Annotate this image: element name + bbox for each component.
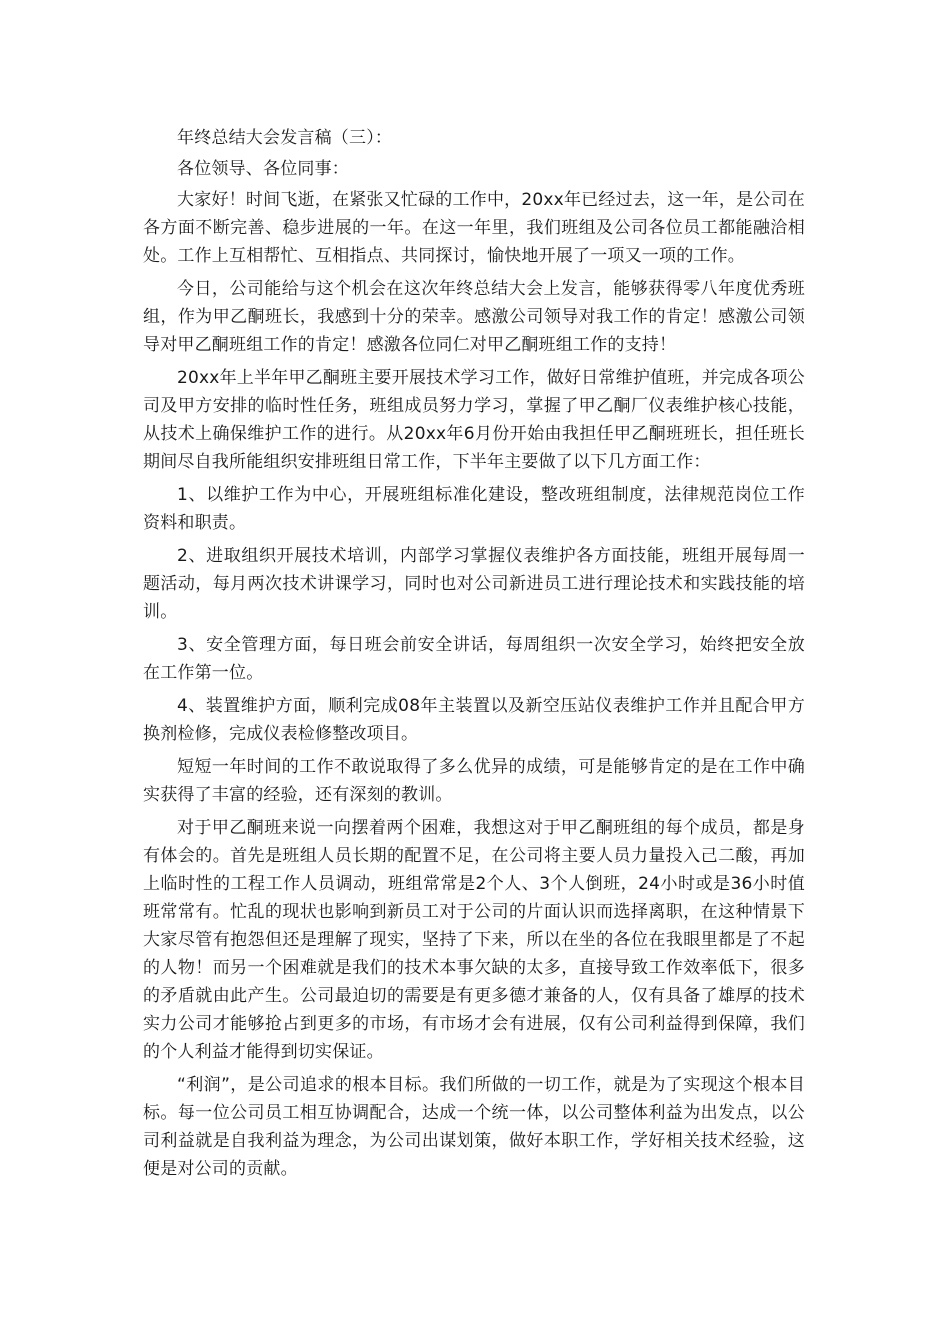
salutation: 各位领导、各位同事： xyxy=(177,159,349,179)
document-title: 年终总结大会发言稿（三）： xyxy=(177,128,393,148)
paragraph-item-3: 3、安全管理方面，每日班会前安全讲话，每周组织一次安全学习，始终把安全放在工作第一位。 xyxy=(143,635,805,683)
paragraph-item-1: 1、以维护工作为中心，开展班组标准化建设，整改班组制度，法律规范岗位工作资料和职责。 xyxy=(143,485,805,533)
paragraph-honor: 今日，公司能给与这个机会在这次年终总结大会上发言，能够获得零八年度优秀班组，作为甲乙酮班长，我感到十分的荣幸。感激公司领导对我工作的肯定！感激公司领导对甲乙酮班组工作的肯定！感激各位同仁对甲乙酮班组工作的支持！ xyxy=(143,279,805,355)
document-body xyxy=(143,124,805,1188)
paragraph-item-2: 2、进取组织开展技术培训，内部学习掌握仪表维护各方面技能，班组开展每周一题活动，每月两次技术讲课学习，同时也对公司新进员工进行理论技术和实践技能的培训。 xyxy=(143,546,805,622)
paragraph-difficulties: 对于甲乙酮班来说一向摆着两个困难，我想这对于甲乙酮班组的每个成员，都是身有体会的。首先是班组人员长期的配置不足，在公司将主要人员力量投入己二酸，再加上临时性的工程工作人员调动，班组常常是2个人、3个人倒班，24小时或是36小时值班常常有。忙乱的现状也影响到新员工对于公司的片面认识而选择离职，在这种情景下大家尽管有抱怨但还是理解了现实，坚持了下来，所以在坐的各位在我眼里都是了不起的人物！而另一个困难就是我们的技术本事欠缺的太多，直接导致工作效率低下，很多的矛盾就由此产生。公司最迫切的需要是有更多德才兼备的人，仅有具备了雄厚的技术实力公司才能够抢占到更多的市场，有市场才会有进展，仅有公司利益得到保障，我们的个人利益才能得到切实保证。 xyxy=(143,818,805,1062)
paragraph-summary: 短短一年时间的工作不敢说取得了多么优异的成绩，可是能够肯定的是在工作中确实获得了丰富的经验，还有深刻的教训。 xyxy=(143,757,805,805)
paragraph-profit: “利润”，是公司追求的根本目标。我们所做的一切工作，就是为了实现这个根本目标。每一位公司员工相互协调配合，达成一个统一体，以公司整体利益为出发点，以公司利益就是自我利益为理念，为公司出谋划策，做好本职工作，学好相关技术经验，这便是对公司的贡献。 xyxy=(143,1075,805,1179)
paragraph-work-overview: 20xx年上半年甲乙酮班主要开展技术学习工作，做好日常维护值班，并完成各项公司及甲方安排的临时性任务，班组成员努力学习，掌握了甲乙酮厂仪表维护核心技能，从技术上确保维护工作的进行。从20xx年6月份开始由我担任甲乙酮班班长，担任班长期间尽自我所能组织安排班组日常工作，下半年主要做了以下几方面工作： xyxy=(143,368,805,472)
paragraph-item-4: 4、装置维护方面，顺利完成08年主装置以及新空压站仪表维护工作并且配合甲方换剂检修，完成仪表检修整改项目。 xyxy=(143,696,805,744)
paragraph-greeting: 大家好！时间飞逝，在紧张又忙碌的工作中，20xx年已经过去，这一年，是公司在各方面不断完善、稳步进展的一年。在这一年里，我们班组及公司各位员工都能融洽相处。工作上互相帮忙、互相指点、共同探讨，愉快地开展了一项又一项的工作。 xyxy=(143,190,805,266)
